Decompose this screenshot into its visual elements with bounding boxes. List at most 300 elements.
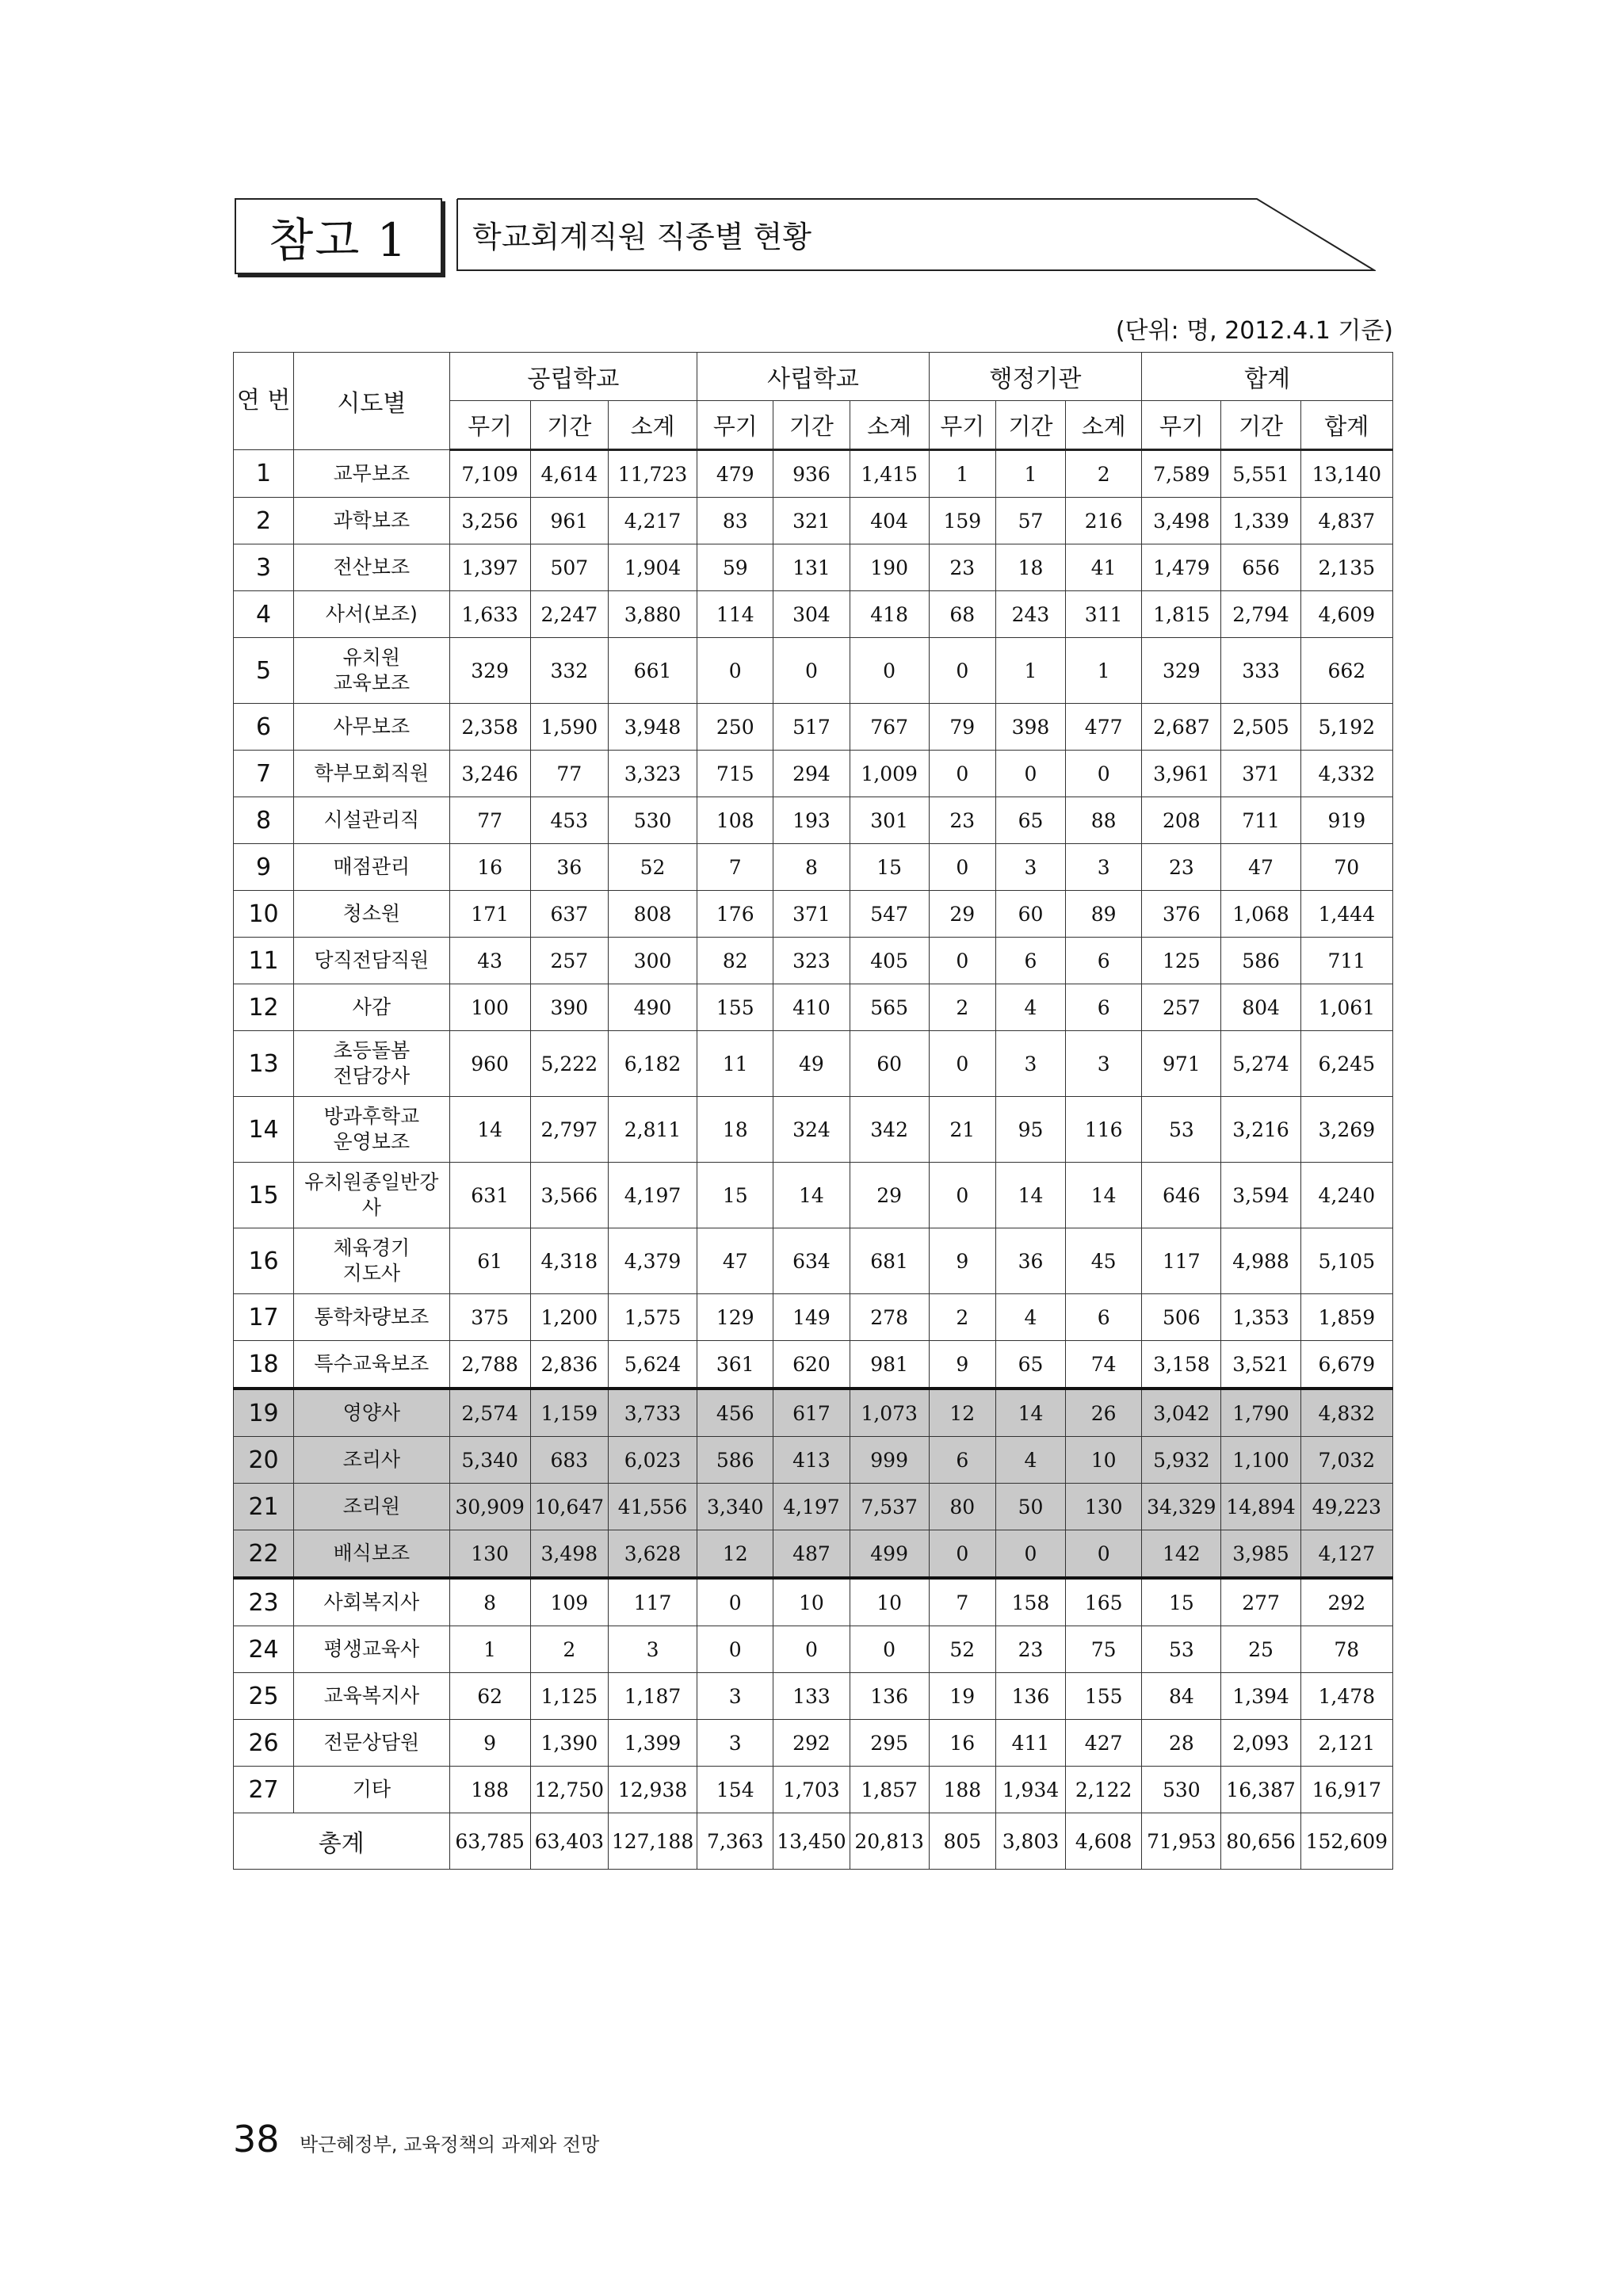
value-cell: 53: [1142, 1097, 1221, 1163]
subheader-cell: 합계: [1300, 401, 1392, 450]
value-cell: 371: [1221, 751, 1300, 797]
row-number: 22: [234, 1530, 294, 1579]
value-cell: 155: [1066, 1673, 1142, 1720]
value-cell: 1,394: [1221, 1673, 1300, 1720]
value-cell: 155: [697, 984, 773, 1031]
job-type-name: 평생교육사: [294, 1626, 449, 1673]
value-cell: 4,332: [1300, 751, 1392, 797]
value-cell: 10: [1066, 1437, 1142, 1484]
value-cell: 52: [608, 844, 697, 891]
value-cell: 95: [995, 1097, 1065, 1163]
header-total: 합계: [1142, 353, 1393, 401]
value-cell: 6: [1066, 1294, 1142, 1341]
value-cell: 13,140: [1300, 450, 1392, 498]
total-value-cell: 127,188: [608, 1813, 697, 1870]
row-number: 14: [234, 1097, 294, 1163]
value-cell: 981: [850, 1341, 929, 1389]
value-cell: 243: [995, 591, 1065, 638]
value-cell: 5,932: [1142, 1437, 1221, 1484]
value-cell: 637: [530, 891, 608, 938]
value-cell: 4,609: [1300, 591, 1392, 638]
value-cell: 3,566: [530, 1163, 608, 1228]
header-no: 연 번: [234, 353, 294, 450]
value-cell: 49: [773, 1031, 850, 1097]
value-cell: 3,216: [1221, 1097, 1300, 1163]
value-cell: 1,068: [1221, 891, 1300, 938]
value-cell: 14: [995, 1389, 1065, 1437]
value-cell: 11: [697, 1031, 773, 1097]
value-cell: 530: [1142, 1767, 1221, 1813]
value-cell: 1: [995, 638, 1065, 704]
value-cell: 193: [773, 797, 850, 844]
value-cell: 159: [929, 498, 995, 544]
table-row: [234, 751, 1393, 797]
value-cell: 129: [697, 1294, 773, 1341]
value-cell: 149: [773, 1294, 850, 1341]
value-cell: 490: [608, 984, 697, 1031]
value-cell: 77: [449, 797, 530, 844]
total-value-cell: 80,656: [1221, 1813, 1300, 1870]
value-cell: 0: [929, 751, 995, 797]
value-cell: 74: [1066, 1341, 1142, 1389]
header-public-school: 공립학교: [449, 353, 697, 401]
value-cell: 371: [773, 891, 850, 938]
job-type-name: 전산보조: [294, 544, 449, 591]
value-cell: 1,009: [850, 751, 929, 797]
row-number: 7: [234, 751, 294, 797]
value-cell: 311: [1066, 591, 1142, 638]
value-cell: 1,061: [1300, 984, 1392, 1031]
job-type-name: 청소원: [294, 891, 449, 938]
value-cell: 52: [929, 1626, 995, 1673]
row-number: 3: [234, 544, 294, 591]
value-cell: 6,023: [608, 1437, 697, 1484]
value-cell: 1,399: [608, 1720, 697, 1767]
value-cell: 4,217: [608, 498, 697, 544]
value-cell: 65: [995, 797, 1065, 844]
value-cell: 12,938: [608, 1767, 697, 1813]
value-cell: 1,633: [449, 591, 530, 638]
total-value-cell: 4,608: [1066, 1813, 1142, 1870]
value-cell: 1,125: [530, 1673, 608, 1720]
value-cell: 295: [850, 1720, 929, 1767]
value-cell: 5,222: [530, 1031, 608, 1097]
job-type-name: 영양사: [294, 1389, 449, 1437]
subheader-cell: 무기: [1142, 401, 1221, 450]
value-cell: 4,197: [608, 1163, 697, 1228]
staff-table: [233, 352, 1393, 1870]
value-cell: 4,837: [1300, 498, 1392, 544]
value-cell: 661: [608, 638, 697, 704]
value-cell: 8: [449, 1578, 530, 1626]
value-cell: 375: [449, 1294, 530, 1341]
table-row: [234, 844, 1393, 891]
value-cell: 3,961: [1142, 751, 1221, 797]
value-cell: 0: [1066, 1530, 1142, 1579]
value-cell: 10,647: [530, 1484, 608, 1530]
job-type-name: 전문상담원: [294, 1720, 449, 1767]
value-cell: 453: [530, 797, 608, 844]
value-cell: 5,551: [1221, 450, 1300, 498]
row-number: 5: [234, 638, 294, 704]
title-box: [456, 198, 1376, 271]
value-cell: 188: [449, 1767, 530, 1813]
footer-title: 박근혜정부, 교육정책의 과제와 전망: [300, 2134, 600, 2156]
value-cell: 208: [1142, 797, 1221, 844]
value-cell: 88: [1066, 797, 1142, 844]
job-type-name: 교육복지사: [294, 1673, 449, 1720]
value-cell: 100: [449, 984, 530, 1031]
value-cell: 257: [1142, 984, 1221, 1031]
value-cell: 301: [850, 797, 929, 844]
page-number: 38: [233, 2118, 280, 2160]
subheader-cell: 소계: [850, 401, 929, 450]
value-cell: 1,703: [773, 1767, 850, 1813]
subheader-cell: 무기: [697, 401, 773, 450]
value-cell: 11,723: [608, 450, 697, 498]
value-cell: 5,105: [1300, 1228, 1392, 1294]
value-cell: 23: [995, 1626, 1065, 1673]
value-cell: 1,187: [608, 1673, 697, 1720]
job-type-name: 특수교육보조: [294, 1341, 449, 1389]
value-cell: 3: [697, 1673, 773, 1720]
row-number: 11: [234, 938, 294, 984]
value-cell: 70: [1300, 844, 1392, 891]
value-cell: 3: [995, 1031, 1065, 1097]
value-cell: 1,390: [530, 1720, 608, 1767]
value-cell: 711: [1221, 797, 1300, 844]
value-cell: 7,109: [449, 450, 530, 498]
table-row: [234, 891, 1393, 938]
value-cell: 7: [697, 844, 773, 891]
value-cell: 2,811: [608, 1097, 697, 1163]
table-row: [234, 1163, 1393, 1228]
value-cell: 14: [773, 1163, 850, 1228]
value-cell: 4,240: [1300, 1163, 1392, 1228]
value-cell: 6: [995, 938, 1065, 984]
value-cell: 216: [1066, 498, 1142, 544]
value-cell: 3,158: [1142, 1341, 1221, 1389]
value-cell: 656: [1221, 544, 1300, 591]
value-cell: 4,318: [530, 1228, 608, 1294]
table-row: [234, 1578, 1393, 1626]
value-cell: 59: [697, 544, 773, 591]
value-cell: 4,127: [1300, 1530, 1392, 1579]
value-cell: 165: [1066, 1578, 1142, 1626]
value-cell: 711: [1300, 938, 1392, 984]
value-cell: 333: [1221, 638, 1300, 704]
value-cell: 999: [850, 1437, 929, 1484]
row-number: 21: [234, 1484, 294, 1530]
page-title: 학교회계직원 직종별 현황: [472, 220, 812, 254]
value-cell: 16: [929, 1720, 995, 1767]
value-cell: 0: [697, 1578, 773, 1626]
job-type-name: 기타: [294, 1767, 449, 1813]
value-cell: 410: [773, 984, 850, 1031]
table-row: [234, 1228, 1393, 1294]
value-cell: 332: [530, 638, 608, 704]
value-cell: 3,880: [608, 591, 697, 638]
value-cell: 65: [995, 1341, 1065, 1389]
value-cell: 2: [1066, 450, 1142, 498]
value-cell: 0: [929, 938, 995, 984]
value-cell: 6: [1066, 938, 1142, 984]
value-cell: 3,498: [530, 1530, 608, 1579]
value-cell: 130: [449, 1530, 530, 1579]
value-cell: 29: [850, 1163, 929, 1228]
row-number: 15: [234, 1163, 294, 1228]
value-cell: 10: [773, 1578, 850, 1626]
value-cell: 0: [929, 844, 995, 891]
value-cell: 9: [929, 1228, 995, 1294]
value-cell: 12: [697, 1530, 773, 1579]
value-cell: 1,859: [1300, 1294, 1392, 1341]
job-type-name: 초등돌봄 전담강사: [294, 1031, 449, 1097]
row-number: 24: [234, 1626, 294, 1673]
value-cell: 1,479: [1142, 544, 1221, 591]
value-cell: 278: [850, 1294, 929, 1341]
row-number: 26: [234, 1720, 294, 1767]
value-cell: 60: [995, 891, 1065, 938]
row-number: 19: [234, 1389, 294, 1437]
value-cell: 2,836: [530, 1341, 608, 1389]
value-cell: 83: [697, 498, 773, 544]
total-value-cell: 71,953: [1142, 1813, 1221, 1870]
value-cell: 15: [697, 1163, 773, 1228]
value-cell: 1: [929, 450, 995, 498]
total-value-cell: 152,609: [1300, 1813, 1392, 1870]
total-value-cell: 63,785: [449, 1813, 530, 1870]
job-type-name: 통학차량보조: [294, 1294, 449, 1341]
value-cell: 586: [1221, 938, 1300, 984]
value-cell: 6: [929, 1437, 995, 1484]
value-cell: 2,247: [530, 591, 608, 638]
value-cell: 487: [773, 1530, 850, 1579]
total-value-cell: 20,813: [850, 1813, 929, 1870]
value-cell: 530: [608, 797, 697, 844]
table-row: [234, 1031, 1393, 1097]
job-type-name: 학부모회직원: [294, 751, 449, 797]
value-cell: 292: [1300, 1578, 1392, 1626]
value-cell: 2,574: [449, 1389, 530, 1437]
value-cell: 7,589: [1142, 450, 1221, 498]
table-row: [234, 591, 1393, 638]
value-cell: 5,274: [1221, 1031, 1300, 1097]
row-number: 8: [234, 797, 294, 844]
value-cell: 1,339: [1221, 498, 1300, 544]
value-cell: 28: [1142, 1720, 1221, 1767]
value-cell: 1,397: [449, 544, 530, 591]
value-cell: 507: [530, 544, 608, 591]
value-cell: 4,614: [530, 450, 608, 498]
total-value-cell: 63,403: [530, 1813, 608, 1870]
job-type-name: 교무보조: [294, 450, 449, 498]
value-cell: 4,832: [1300, 1389, 1392, 1437]
value-cell: 6,182: [608, 1031, 697, 1097]
value-cell: 45: [1066, 1228, 1142, 1294]
value-cell: 3: [1066, 844, 1142, 891]
value-cell: 36: [995, 1228, 1065, 1294]
value-cell: 1,159: [530, 1389, 608, 1437]
value-cell: 2,797: [530, 1097, 608, 1163]
total-value-cell: 13,450: [773, 1813, 850, 1870]
value-cell: 304: [773, 591, 850, 638]
table-row: [234, 1294, 1393, 1341]
subheader-cell: 소계: [1066, 401, 1142, 450]
value-cell: 1,904: [608, 544, 697, 591]
value-cell: 329: [1142, 638, 1221, 704]
job-type-name: 사감: [294, 984, 449, 1031]
subheader-cell: 무기: [929, 401, 995, 450]
value-cell: 936: [773, 450, 850, 498]
value-cell: 29: [929, 891, 995, 938]
value-cell: 26: [1066, 1389, 1142, 1437]
value-cell: 2: [530, 1626, 608, 1673]
row-number: 13: [234, 1031, 294, 1097]
value-cell: 2,687: [1142, 704, 1221, 751]
value-cell: 499: [850, 1530, 929, 1579]
table-row: [234, 1626, 1393, 1673]
value-cell: 683: [530, 1437, 608, 1484]
value-cell: 329: [449, 638, 530, 704]
value-cell: 57: [995, 498, 1065, 544]
value-cell: 14,894: [1221, 1484, 1300, 1530]
job-type-name: 방과후학교 운영보조: [294, 1097, 449, 1163]
value-cell: 662: [1300, 638, 1392, 704]
value-cell: 2,093: [1221, 1720, 1300, 1767]
header-private-school: 사립학교: [697, 353, 930, 401]
value-cell: 136: [995, 1673, 1065, 1720]
value-cell: 89: [1066, 891, 1142, 938]
value-cell: 2: [929, 1294, 995, 1341]
value-cell: 114: [697, 591, 773, 638]
job-type-name: 유치원종일반강 사: [294, 1163, 449, 1228]
value-cell: 3,733: [608, 1389, 697, 1437]
job-type-name: 당직전담직원: [294, 938, 449, 984]
job-type-name: 사서(보조): [294, 591, 449, 638]
value-cell: 2,135: [1300, 544, 1392, 591]
table-row: [234, 450, 1393, 498]
value-cell: 0: [995, 751, 1065, 797]
value-cell: 41: [1066, 544, 1142, 591]
row-number: 17: [234, 1294, 294, 1341]
job-type-name: 매점관리: [294, 844, 449, 891]
value-cell: 2,788: [449, 1341, 530, 1389]
row-number: 20: [234, 1437, 294, 1484]
value-cell: 30,909: [449, 1484, 530, 1530]
value-cell: 16,387: [1221, 1767, 1300, 1813]
value-cell: 154: [697, 1767, 773, 1813]
value-cell: 0: [995, 1530, 1065, 1579]
reference-label-box: [235, 198, 442, 274]
value-cell: 12,750: [530, 1767, 608, 1813]
value-cell: 8: [773, 844, 850, 891]
table-row: [234, 1097, 1393, 1163]
table-row: [234, 938, 1393, 984]
row-number: 25: [234, 1673, 294, 1720]
value-cell: 4,197: [773, 1484, 850, 1530]
value-cell: 1,815: [1142, 591, 1221, 638]
value-cell: 6,679: [1300, 1341, 1392, 1389]
job-type-name: 사무보조: [294, 704, 449, 751]
subheader-cell: 소계: [608, 401, 697, 450]
header-region: 시도별: [294, 353, 449, 450]
value-cell: 0: [773, 1626, 850, 1673]
row-number: 12: [234, 984, 294, 1031]
value-cell: 804: [1221, 984, 1300, 1031]
value-cell: 190: [850, 544, 929, 591]
row-number: 2: [234, 498, 294, 544]
reference-label: 참고 1: [269, 213, 408, 267]
value-cell: 294: [773, 751, 850, 797]
value-cell: 404: [850, 498, 929, 544]
table-row: [234, 638, 1393, 704]
value-cell: 77: [530, 751, 608, 797]
value-cell: 2,358: [449, 704, 530, 751]
job-type-name: 시설관리직: [294, 797, 449, 844]
value-cell: 398: [995, 704, 1065, 751]
value-cell: 53: [1142, 1626, 1221, 1673]
job-type-name: 사회복지사: [294, 1578, 449, 1626]
value-cell: 171: [449, 891, 530, 938]
value-cell: 36: [530, 844, 608, 891]
value-cell: 5,192: [1300, 704, 1392, 751]
value-cell: 1,415: [850, 450, 929, 498]
value-cell: 3: [995, 844, 1065, 891]
value-cell: 136: [850, 1673, 929, 1720]
table-row: [234, 498, 1393, 544]
value-cell: 131: [773, 544, 850, 591]
job-type-name: 조리사: [294, 1437, 449, 1484]
value-cell: 456: [697, 1389, 773, 1437]
value-cell: 1,575: [608, 1294, 697, 1341]
value-cell: 586: [697, 1437, 773, 1484]
value-cell: 82: [697, 938, 773, 984]
value-cell: 3: [697, 1720, 773, 1767]
value-cell: 3,948: [608, 704, 697, 751]
value-cell: 321: [773, 498, 850, 544]
value-cell: 361: [697, 1341, 773, 1389]
table-row: [234, 1720, 1393, 1767]
value-cell: 1,073: [850, 1389, 929, 1437]
value-cell: 0: [929, 1031, 995, 1097]
value-cell: 3,323: [608, 751, 697, 797]
value-cell: 1,790: [1221, 1389, 1300, 1437]
value-cell: 1,100: [1221, 1437, 1300, 1484]
row-number: 6: [234, 704, 294, 751]
job-type-name: 배식보조: [294, 1530, 449, 1579]
value-cell: 125: [1142, 938, 1221, 984]
subheader-cell: 기간: [530, 401, 608, 450]
total-label: 총계: [234, 1813, 450, 1870]
value-cell: 292: [773, 1720, 850, 1767]
value-cell: 767: [850, 704, 929, 751]
row-number: 4: [234, 591, 294, 638]
total-value-cell: 3,803: [995, 1813, 1065, 1870]
value-cell: 117: [1142, 1228, 1221, 1294]
row-number: 23: [234, 1578, 294, 1626]
value-cell: 808: [608, 891, 697, 938]
value-cell: 0: [850, 638, 929, 704]
row-number: 9: [234, 844, 294, 891]
value-cell: 176: [697, 891, 773, 938]
value-cell: 1,934: [995, 1767, 1065, 1813]
value-cell: 79: [929, 704, 995, 751]
table-row: [234, 704, 1393, 751]
value-cell: 5,340: [449, 1437, 530, 1484]
value-cell: 3,269: [1300, 1097, 1392, 1163]
value-cell: 1: [995, 450, 1065, 498]
